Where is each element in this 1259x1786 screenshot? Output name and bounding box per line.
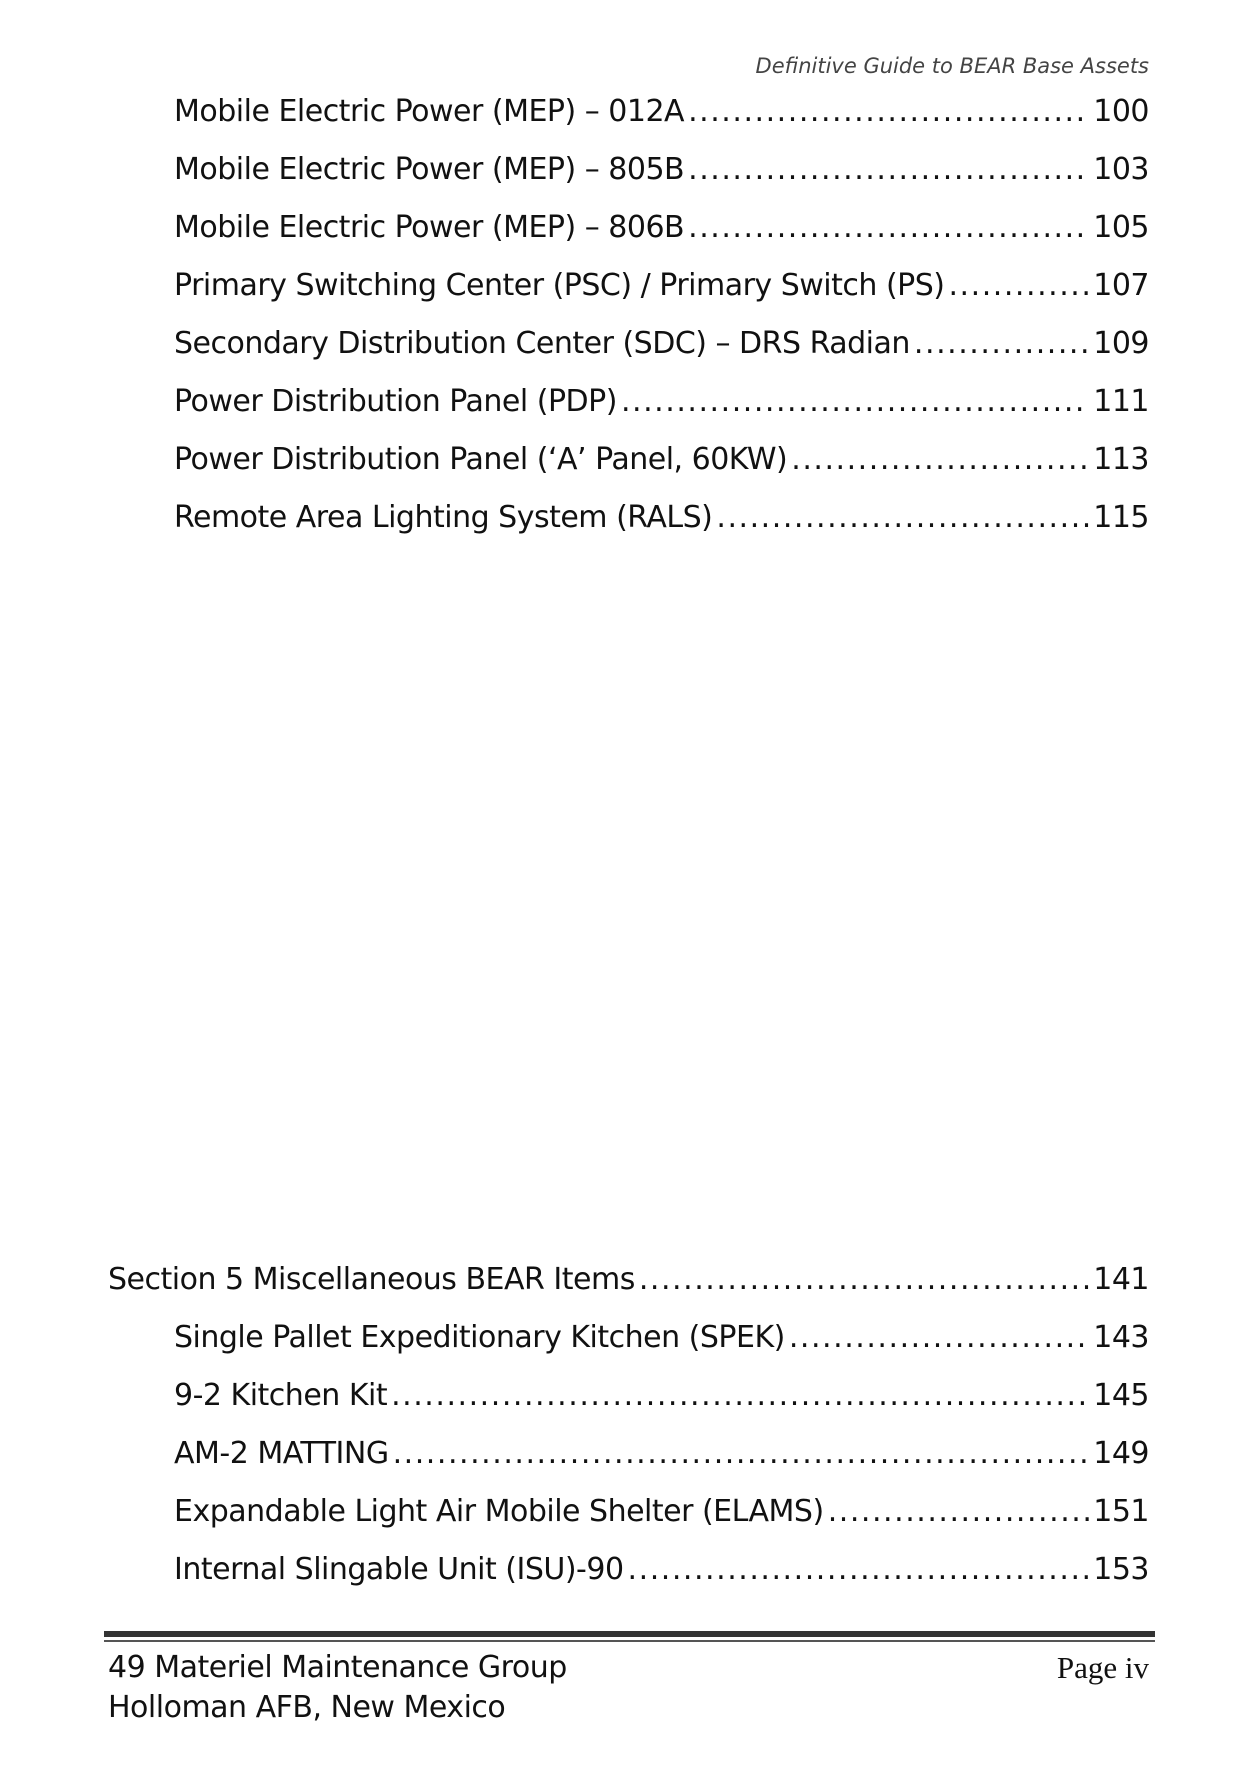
toc-entry[interactable] xyxy=(174,150,1149,190)
toc-leader-dots xyxy=(914,324,1089,364)
toc-entry[interactable] xyxy=(174,1318,1149,1358)
toc-leader-dots xyxy=(688,92,1089,132)
toc-entry-page: 107 xyxy=(1093,268,1149,303)
toc-leader-dots xyxy=(791,440,1089,480)
toc-entry-title: Secondary Distribution Center (SDC) – DRS Radian xyxy=(174,326,910,361)
toc-entry[interactable] xyxy=(174,1492,1149,1532)
toc-leader-dots xyxy=(639,1260,1089,1300)
toc-entry[interactable] xyxy=(174,1376,1149,1416)
toc-entry-title: Power Distribution Panel (‘A’ Panel, 60KW) xyxy=(174,442,788,477)
toc-entry[interactable] xyxy=(174,498,1149,538)
footer-divider-thick xyxy=(104,1631,1155,1637)
toc-entry-title: 9-2 Kitchen Kit xyxy=(174,1378,388,1413)
toc-entry-title: Mobile Electric Power (MEP) – 806B xyxy=(174,210,685,245)
toc-entry-page: 113 xyxy=(1093,442,1149,477)
toc-entry-page: 153 xyxy=(1093,1552,1149,1587)
toc-entry-page: 103 xyxy=(1093,152,1149,187)
toc-leader-dots xyxy=(393,1434,1090,1474)
toc-leader-dots xyxy=(828,1492,1090,1532)
toc-entry-page: 105 xyxy=(1093,210,1149,245)
toc-entry-page: 109 xyxy=(1093,326,1149,361)
toc-entry[interactable] xyxy=(174,440,1149,480)
toc-entry-page: 149 xyxy=(1093,1436,1149,1471)
toc-section-entry[interactable] xyxy=(108,1260,1149,1300)
toc-entry-title: Section 5 Miscellaneous BEAR Items xyxy=(108,1262,635,1297)
footer-divider-thin xyxy=(104,1640,1155,1642)
toc-entry-title: AM-2 MATTING xyxy=(174,1436,389,1471)
toc-leader-dots xyxy=(789,1318,1089,1358)
toc-entry-page: 145 xyxy=(1093,1378,1149,1413)
toc-leader-dots xyxy=(948,266,1089,306)
toc-entry-page: 143 xyxy=(1093,1320,1149,1355)
toc-leader-dots xyxy=(621,382,1089,422)
toc-entry-title: Power Distribution Panel (PDP) xyxy=(174,384,617,419)
toc-entry-page: 100 xyxy=(1093,94,1149,129)
toc-entry[interactable] xyxy=(174,1550,1149,1590)
toc-entry-title: Remote Area Lighting System (RALS) xyxy=(174,500,713,535)
toc-entry-page: 151 xyxy=(1093,1494,1149,1529)
toc-entry-page: 141 xyxy=(1093,1262,1149,1297)
toc-leader-dots xyxy=(688,208,1089,248)
running-header: Definitive Guide to BEAR Base Assets xyxy=(755,54,1149,78)
footer-page-number: Page iv xyxy=(1056,1650,1149,1685)
toc-entry[interactable] xyxy=(174,1434,1149,1474)
toc-entry[interactable] xyxy=(174,324,1149,364)
toc-entry-title: Expandable Light Air Mobile Shelter (ELAMS) xyxy=(174,1494,824,1529)
toc-leader-dots xyxy=(628,1550,1090,1590)
toc-leader-dots xyxy=(391,1376,1089,1416)
toc-entry-title: Mobile Electric Power (MEP) – 012A xyxy=(174,94,685,129)
toc-leader-dots xyxy=(688,150,1089,190)
toc-entry[interactable] xyxy=(174,382,1149,422)
footer-organization xyxy=(108,1648,567,1728)
toc-entry-title: Single Pallet Expeditionary Kitchen (SPEK) xyxy=(174,1320,785,1355)
toc-entry-page: 111 xyxy=(1093,384,1149,419)
toc-leader-dots xyxy=(716,498,1089,538)
toc-entry[interactable] xyxy=(174,208,1149,248)
toc-entry-page: 115 xyxy=(1093,500,1149,535)
footer-org-line-2: Holloman AFB, New Mexico xyxy=(108,1690,506,1725)
toc-entry-title: Internal Slingable Unit (ISU)-90 xyxy=(174,1552,624,1587)
toc-entry[interactable] xyxy=(174,266,1149,306)
footer-org-line-1: 49 Materiel Maintenance Group xyxy=(108,1650,567,1685)
toc-entry[interactable] xyxy=(174,92,1149,132)
toc-entry-title: Mobile Electric Power (MEP) – 805B xyxy=(174,152,685,187)
toc-entry-title: Primary Switching Center (PSC) / Primary Switch (PS) xyxy=(174,268,945,303)
